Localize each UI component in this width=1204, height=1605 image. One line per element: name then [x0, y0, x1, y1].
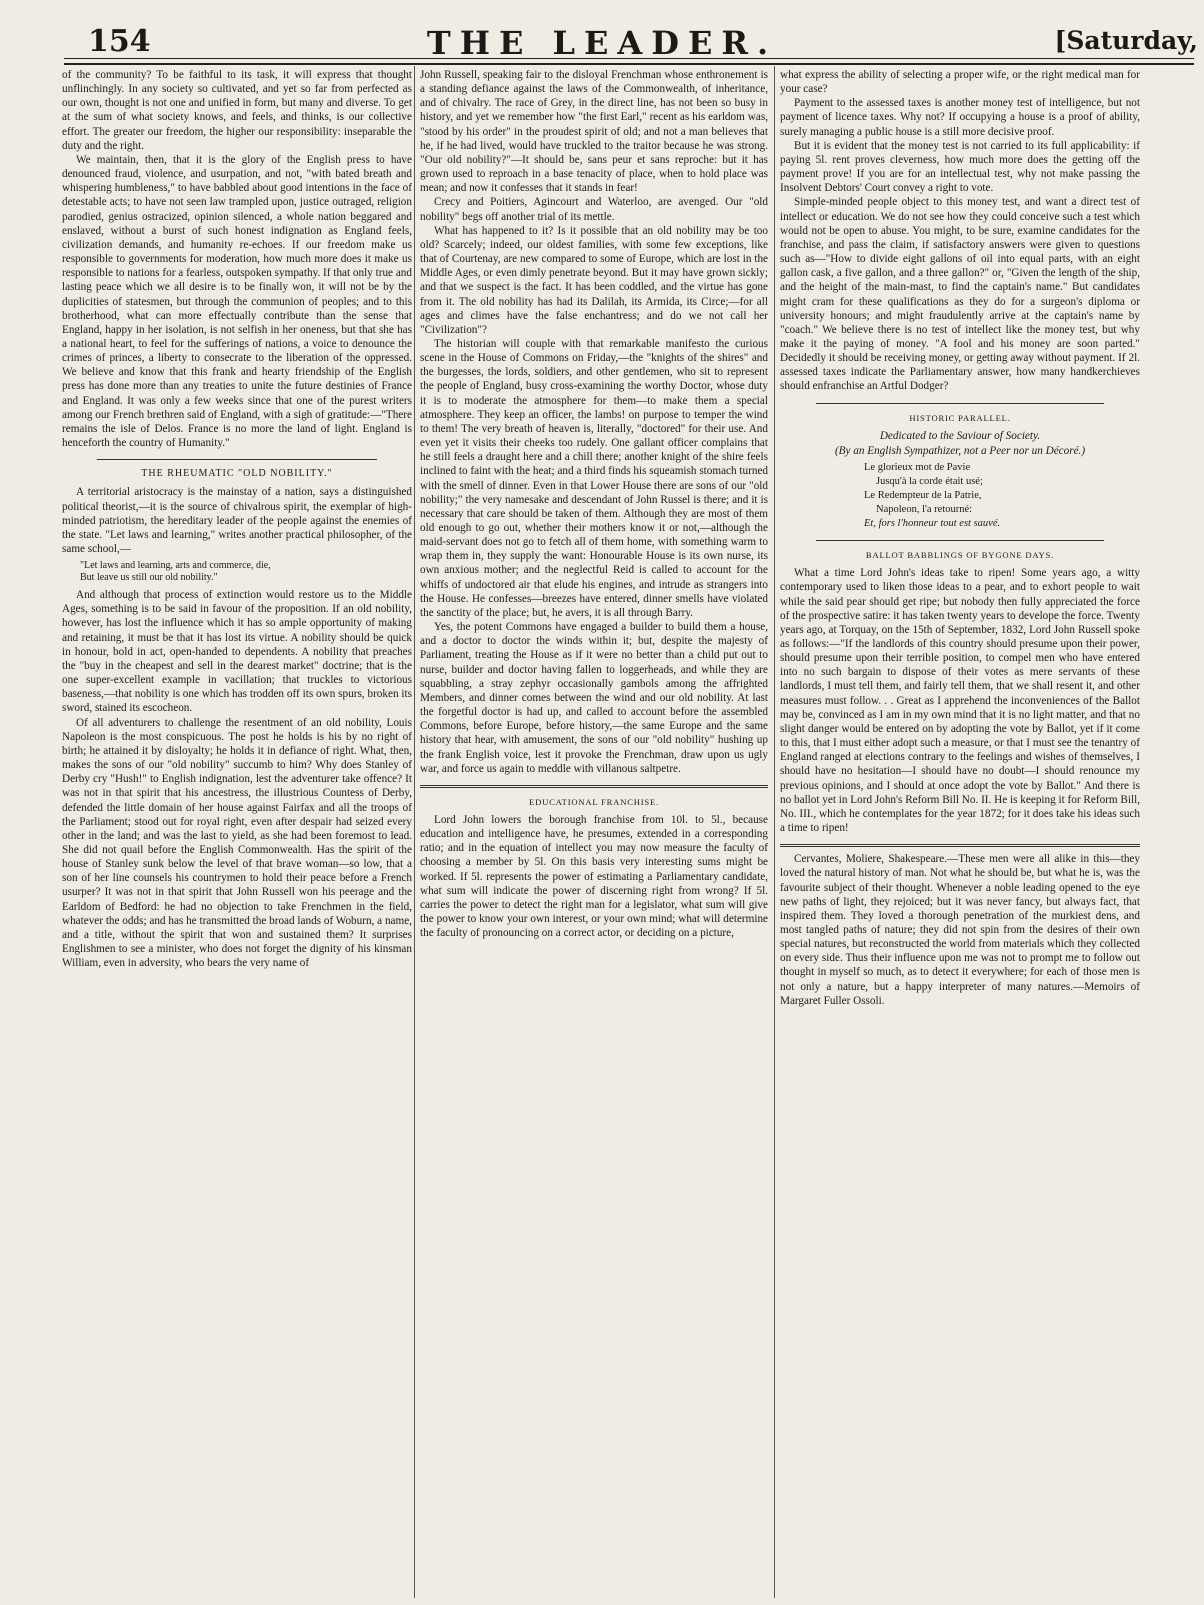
- section-divider: [97, 459, 377, 460]
- byline: (By an English Sympathizer, not a Peer nor un Décoré.): [834, 444, 1086, 457]
- header-day: [Saturday,: [1054, 26, 1198, 55]
- poem-line: Le Redempteur de la Patrie,: [864, 490, 982, 502]
- section-divider: [780, 844, 1140, 847]
- paragraph: Yes, the potent Commons have engaged a builder to build them a house, and a doctor to doctor the winds within it; but, despite the majesty of Parliament, treating the House as if it were no better than a child put out to nurse, builder and doctor having fallen to loggerheads, and while they are squabbling, a stray zephyr occasionally gambols among the affrighted Members, and dinner comes between the wind and our old nobility. At last the forgetful doctor is had up, and called to account before the assembled Commons, before Europe, before history,—the same Europe and the same history that hear, with amusement, the sons of our "old nobility" hushing up the frank English voice, lest it provoke the Frenchman, draw upon us ugly war, and force us again to meddle with villanous saltpetre.: [420, 621, 768, 775]
- paragraph: A territorial aristocracy is the mainstay of a nation, says a distinguished political theorist,—it is the source of chivalrous spirit, the exemplar of high-minded patriotism, the hereditary leader of the people against the enemies of the state. "Let laws and learning," writes another practical philosopher, of the same school,—: [62, 486, 412, 555]
- paragraph: of the community? To be faithful to its task, it will express that thought unflinchingly. In any society so cultivated, and yet so far from perfected as our own, thought is not one and unified in form, but many and diverse. To get at the sum of what society knows, and feels, and thinks, is our collective effort. The greater our freedom, the higher our responsibility: inseparable the duty and the right.: [62, 69, 412, 152]
- paragraph: Payment to the assessed taxes is another money test of intelligence, but not payment of licence taxes. Why not? If occupying a house is a proof of ability, surely managing a public house is a still more decisive proof.: [780, 97, 1140, 138]
- article-heading: THE RHEUMATIC "OLD NOBILITY.": [141, 468, 333, 480]
- paragraph: But it is evident that the money test is not carried to its full applicability: if paying 5l. rent proves cleverness, how much more does the getting off the payment prove! If you are for an intellectual test, why not make passing the Insolvent Debtors' Court convey a right to vote.: [780, 139, 1140, 195]
- paragraph: Of all adventurers to challenge the resentment of an old nobility, Louis Napoleon is the most conspicuous. The post he holds is his by no right of birth; he attained it by disloyalty; he holds it in defiance of right. What, then, makes the sons of our "old nobility" succumb to him? Why does Stanley of Derby cry "Hush!" to English indignation, lest the adventurer take offence? It was not in that spirit that his ancestress, the illustrious Countess of Derby, defended the little domain of her house against Fairfax and all the troops of the Parliament; stood out for royal right, even after despair had seized every other in the land; and was the last to yield, as she had been foremost to lead. She did not quail before the English Commonwealth. Has the spirit of the house of Stanley sunk below the level of that brave woman—so low, that a son of her line counsels his countrymen to hold their peace before a French usurper? It was not in that spirit that John Russell won his peerage and the Earldom of Bedford: he had no objection to take Frenchmen in the field, whatever the odds; and has he transmitted the broad lands of Woburn, a name, and a title, without the spirit that won and sustained them? It surprises Englishmen to see a minister, who does not forget the dignity of his kinsman William, even in adversity, who bears the very name of: [62, 716, 412, 970]
- quote-line: But leave us still our old nobility.": [80, 572, 218, 584]
- column-2: [420, 68, 768, 1598]
- header-rule: [64, 58, 1194, 65]
- poem: [864, 461, 1140, 531]
- paragraph: Crecy and Poitiers, Agincourt and Waterloo, are avenged. Our "old nobility" begs off another trial of its mettle.: [420, 196, 768, 223]
- paragraph: What a time Lord John's ideas take to ripen! Some years ago, a witty contemporary used to liken those ideas to a pear, and to exhort people to wait while the said pear should get ripe; but nobody then fully appreciated the force of the prospective satire: it has taken twenty years to develope the force. Twenty years ago, at Torquay, on the 15th of September, 1832, Lord John Russell spoke as follows:—"If the landlords of this country should presume upon their power, should presume upon their terrible position, to compel men who have entered into no such bargain to dispose of their votes as mere servants of these landlords, I must tell them, and fairly tell them, that we shall resent it, and other measures must follow. . . Great as I apprehend the inconveniences of the Ballot may be, convinced as I am in my own mind that it is no light matter, and that no slight danger would be entered on by adopting the vote by Ballot, yet if it come to this, that I must either adopt such a measure, or that I must see the tenantry of England ranged at elections contrary to the feelings and wishes of themselves, I should have no hesitation—I should have no doubt—I should renounce my previous opinions, and I should at once adopt the vote by Ballot." And there is no ballot yet in Lord John's Reform Bill No. II. He is keeping it for Reform Bill, No. III., which he contemplates for the year 1872; for it does take his ideas such a time to ripen!: [780, 567, 1140, 835]
- poem-line: Le glorieux mot de Pavie: [864, 462, 971, 474]
- page-number: 154: [88, 24, 151, 59]
- paragraph: And although that process of extinction would restore us to the Middle Ages, something is to be said in favour of the proposition. If an old nobility, however, has lost the influence which it has so ample opportunity of making and retaining, it must be that it has lost its virtue. A nobility should be quick in honour, bold in act, open-handed to dependents. A nobility that preaches the "buy in the cheapest and sell in the dearest market" doctrine; that is the one super-excellent example in vacillation; that truckles to victorious baseness,—that nobility is one which has trodden off its own spurs, broken its sword, stained its escocheon.: [62, 589, 412, 715]
- section-divider: [816, 403, 1104, 404]
- section-divider: [420, 785, 768, 788]
- paragraph: The historian will couple with that remarkable manifesto the curious scene in the House of Commons on Friday,—the "knights of the shires" and the burgesses, the lords, soldiers, and other gentlemen, who sit to represent the people of England, busy cross-examining the worthy Doctor, whose duty it is to moderate the atmosphere for them—to make them a special atmosphere. They keep an officer, the lambs! on purpose to temper the wind to them! The very breath of heaven is, literally, "doctored" for their use. And even yet it visits their cheeks too rudely. One gallant officer complains that he still feels a draught here and a chill there; another knight of the shire feels inclined to faint with the heat; and a third finds his squeamish stomach turned with the smell of dinner. Even in that Lower House there are sons of our "old nobility;" the very namesake and descendant of John Russel is there; and it is necessary that care should be taken of them. Although they are most of them old enough to go out, whether their mothers know it or not,—although the maid-servant does not go to fetch all of them home, with something warm to wrap them in, they supply the want: Honourable House is its own nurse, its own anxious mother; and the neglectful Reid is called to account for the whiffs of undoctored air that elude his engines, and intrude as strangers into the House. He confesses—breezes have entered, dinner smells have violated the sanctity of the place; but, he avers, it is all through Barry.: [420, 337, 768, 619]
- paragraph: We maintain, then, that it is the glory of the English press to have denounced fraud, violence, and usurpation, and not, "with bated breath and whispering humbleness," to have babbled about good intentions in the face of detestable acts; to have not seen law trampled upon, justice outraged, religion parodied, genius ostracized, opinion silenced, a whole nation beggared and enslaved, without a burst of such honest indignation as England feels, civilization demands, and humanity re-echoes. If our freedom make us responsible to governments for moderation, how much more does it make us responsible to nations for a fearless, outspoken sympathy. If that only true and lasting peace which we all desire is to be finally won, it will not be by the duplicities of statesmen, but through the communion of peoples; and to this brotherhood, what can more effectually contribute than the sense that England, happy in her isolation, is not selfish in her oneness, but that she has a national heart, to feel for the sufferings of nations, a voice to denounce the crimes of princes, a liberty to consecrate to the liberation of the oppressed. We believe and know that this frank and hearty friendship of the English press has done more than any treaties to unite the future destinies of France and England. It was only a few weeks since that one of the purest writers among our French brethren said of England, with a sigh of gratitude:—"There remains the isle of Delos. France is no more the land of light. England is henceforth the country of Humanity.": [62, 153, 412, 450]
- poem-line: Jusqu'à la corde était usé;: [876, 476, 983, 488]
- masthead-title: THE LEADER.: [426, 24, 778, 62]
- article-heading: HISTORIC PARALLEL.: [909, 412, 1011, 423]
- paragraph: Lord John lowers the borough franchise from 10l. to 5l., because education and intelligence have, he presumes, extended in a corresponding ratio; and in the equation of intellect you may now measure the faculty of choosing a member by 5l. On this basis very interesting sums might be worked. If 5l. represents the power of estimating a Parliamentary candidate, what sum will indicate the power of discerning right from wrong? If 5l. carries the power to detect the right man for a legislator, what sum will give the power to know your own interest, or your own mind; what will determine the faculty of pronouncing on a correct actor, or deciding on a picture,: [420, 813, 768, 940]
- column-divider: [774, 66, 775, 1598]
- poem-line: Et, fors l'honneur tout est sauvé.: [864, 518, 1001, 530]
- article-heading: EDUCATIONAL FRANCHISE.: [529, 796, 659, 807]
- paragraph: Cervantes, Moliere, Shakespeare.—These men were all alike in this—they loved the natural history of man. Not what he should be, but what he is, was the favourite subject of their thought. Whenever a noble leading opened to the eye new paths of light, they rejoiced; but it was never fancy, but always fact, that inspired them. They loved a thorough penetration of the murkiest dens, and most tangled paths of nature; they did not spin from the desires of their own special natures, but reconstructed the world from materials which they collected on every side. Thus their influence upon me was not to prompt me to follow out thought in myself so much, as to detect it everywhere; for each of those men is not only a nature, but a happy interpreter of many natures.—Memoirs of Margaret Fuller Ossoli.: [780, 853, 1140, 1007]
- column-divider: [414, 66, 415, 1598]
- paragraph: John Russell, speaking fair to the disloyal Frenchman whose enthronement is a standing defiance against the laws of the Commonwealth, of inheritance, and of chivalry. The race of Grey, in the direct line, has not been so busy in history, and yet we remember how "the first Earl," recent as his earldom was, "stood by his order" in the proudest spirit of old; and not a man believes that he, if he had lived, would have truckled to the traitor because he was strong. "Our old nobility?"—It should be, sans peur et sans reproche: but it has grown used to reproach in a base tenacity of place, when to hold place was mean; and now it confesses that it stands in fear!: [420, 69, 768, 195]
- column-1: [62, 68, 412, 1598]
- block-quote: [80, 560, 412, 584]
- page-header: [0, 0, 1204, 62]
- paragraph: What has happened to it? Is it possible that an old nobility may be too old? Scarcely; indeed, our oldest families, with some few exceptions, like that of Courtenay, are new compared to some of Europe, which are lost in the Middle Ages, or even dimly penetrate beyond. But it may have grown sickly; and that we suspect is the fact. It has been coddled, and the virtue has gone from it. The old nobility has had its Dalilah, its Armida, its Circe;—for all ages and climes have the false enchantress; and do we not call her "Civilization"?: [420, 224, 768, 336]
- poem-line: Napoleon, l'a retourné:: [876, 504, 973, 516]
- paragraph: what express the ability of selecting a proper wife, or the right medical man for your case?: [780, 69, 1140, 96]
- column-3: [780, 68, 1140, 1598]
- dedication: Dedicated to the Saviour of Society.: [879, 429, 1041, 442]
- quote-line: "Let laws and learning, arts and commerce, die,: [80, 560, 271, 572]
- article-heading: BALLOT BABBLINGS OF BYGONE DAYS.: [865, 550, 1055, 561]
- section-divider: [816, 540, 1104, 541]
- paragraph: Simple-minded people object to this money test, and want a direct test of intellect or education. We do not see how they could conceive such a test which would not be open to abuse. You might, to be sure, examine candidates for the franchise, and pass the claim, if satisfactory answers were given to questions such as—"How to divide eight gallons of oil into equal parts, with an eight gallon cask, a five gallon, and a three gallon?" or, "Given the length of the ship, and the height of the main-mast, to find the captain's name." But candidates might cram for these qualifications as they do for a surgeon's diploma or university honours; and might fraudulently arrive at the captain's name by "coach." We believe there is no test of intellect like the money test, but why make it the paying of money. "A fool and his money are soon parted." Decidedly it should be receiving money, or getting away without payment. If 2l. assessed taxes indicate the Parliamentary answer, how many handkerchieves should enfranchise an Artful Dodger?: [780, 196, 1140, 393]
